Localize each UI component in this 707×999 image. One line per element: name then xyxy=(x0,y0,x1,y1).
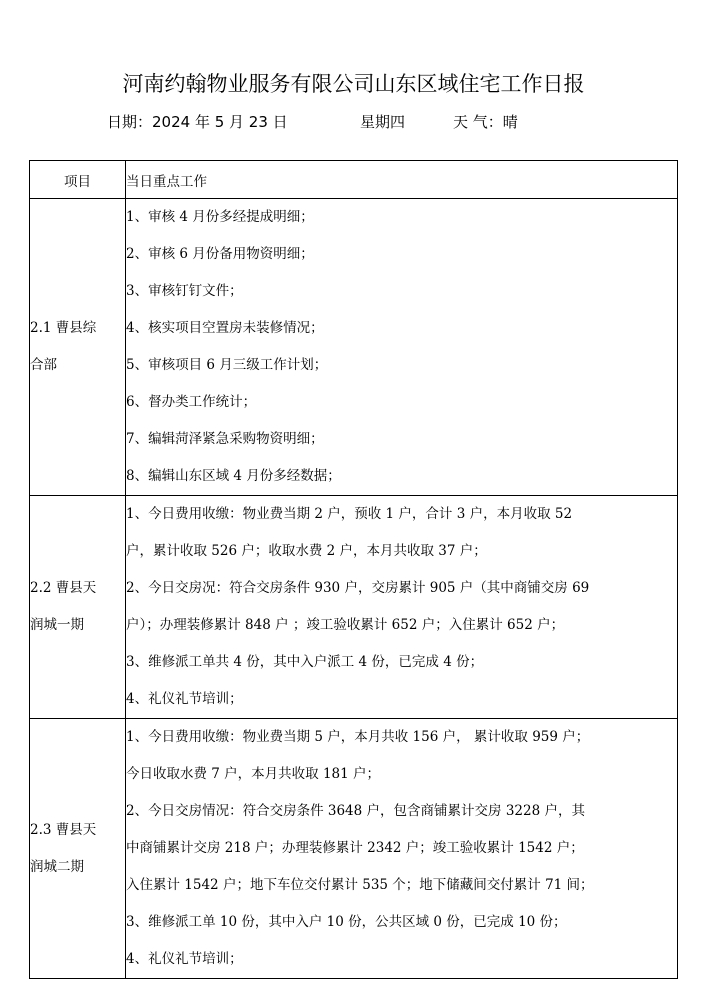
section-work xyxy=(126,719,678,979)
work-line: 1、审核 4 月份多经提成明细； xyxy=(126,209,314,225)
section-name-line: 2.3 曹县天 xyxy=(30,821,97,838)
table-row xyxy=(30,496,678,719)
section-name-line: 2.2 曹县天 xyxy=(30,580,97,596)
work-line: 4、核实项目空置房未装修情况； xyxy=(126,320,324,336)
work-line: 户）；办理装修累计 848 户 ；竣工验收累计 652 户；入住累计 652 户； xyxy=(126,617,565,633)
table-row xyxy=(30,199,678,496)
report-weather: 天 气：晴 xyxy=(453,113,518,131)
work-line: 3、维修派工单 10 份，其中入户 10 份，公共区域 0 份，已完成 10 份； xyxy=(126,914,567,930)
work-report-table xyxy=(29,160,678,979)
report-title: 河南约翰物业服务有限公司山东区域住宅工作日报 xyxy=(122,72,585,96)
section-name xyxy=(30,719,126,979)
work-line: 2、审核 6 月份备用物资明细； xyxy=(126,246,314,262)
work-line: 1、今日费用收缴：物业费当期 2 户，预收 1 户，合计 3 户，本月收取 52 xyxy=(126,506,573,522)
work-line: 2、今日交房情况：符合交房条件 3648 户，包含商铺累计交房 3228 户，其 xyxy=(126,803,585,819)
work-line: 入住累计 1542 户；地下车位交付累计 535 个；地下储藏间交付累计 71 间； xyxy=(126,877,594,893)
table-header-row xyxy=(30,161,678,199)
section-work xyxy=(126,496,678,719)
header-item: 项目 xyxy=(30,161,126,199)
section-name xyxy=(30,496,126,719)
work-line: 8、编辑山东区域 4 月份多经数据； xyxy=(126,468,341,484)
work-line: 2、今日交房况：符合交房条件 930 户，交房累计 905 户（其中商铺交房 69 xyxy=(126,580,590,596)
section-name-line: 2.1 曹县综 xyxy=(30,320,97,336)
work-line: 6、督办类工作统计； xyxy=(126,394,257,410)
section-name-line: 润城二期 xyxy=(30,858,84,875)
work-line: 3、审核钉钉文件； xyxy=(126,283,243,299)
section-name-line: 合部 xyxy=(30,357,57,373)
section-name-line: 润城一期 xyxy=(30,617,84,633)
work-line: 户，累计收取 526 户；收取水费 2 户，本月共收取 37 户； xyxy=(126,543,487,559)
work-line: 中商铺累计交房 218 户；办理装修累计 2342 户；竣工验收累计 1542 户； xyxy=(126,840,584,856)
work-line: 1、今日费用收缴：物业费当期 5 户，本月共收 156 户， 累计收取 959 户； xyxy=(126,729,590,745)
report-weekday: 星期四 xyxy=(360,113,406,131)
work-line: 5、审核项目 6 月三级工作计划； xyxy=(126,357,328,373)
work-line: 3、维修派工单共 4 份，其中入户派工 4 份，已完成 4 份； xyxy=(126,654,484,670)
work-line: 4、礼仪礼节培训； xyxy=(126,951,243,967)
section-name xyxy=(30,199,126,496)
header-work: 当日重点工作 xyxy=(126,161,678,199)
work-line: 今日收取水费 7 户，本月共收取 181 户； xyxy=(126,766,381,782)
report-date: 日期：2024 年 5 月 23 日 xyxy=(107,113,288,131)
table-row xyxy=(30,719,678,979)
work-line: 4、礼仪礼节培训； xyxy=(126,691,243,707)
section-work xyxy=(126,199,678,496)
report-info-line xyxy=(0,108,707,136)
work-line: 7、编辑菏泽紧急采购物资明细； xyxy=(126,431,324,447)
